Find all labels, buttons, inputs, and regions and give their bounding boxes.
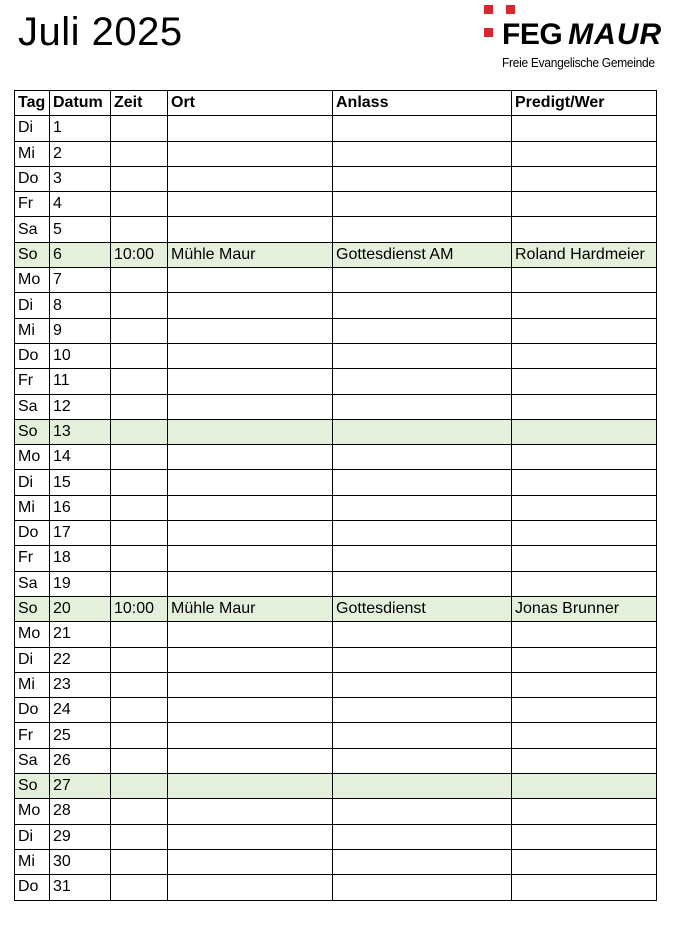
column-header-ort: Ort [168, 91, 333, 116]
cell-ort [168, 445, 333, 470]
table-row [15, 495, 657, 520]
logo-square-icon [506, 5, 515, 14]
cell-ort [168, 698, 333, 723]
cell-predigt-wer [512, 470, 657, 495]
cell-datum: 22 [50, 647, 111, 672]
cell-tag: Di [15, 116, 50, 141]
cell-tag: So [15, 774, 50, 799]
cell-tag: So [15, 242, 50, 267]
table-row [15, 141, 657, 166]
cell-datum: 20 [50, 596, 111, 621]
cell-tag: Mi [15, 141, 50, 166]
cell-tag: Fr [15, 369, 50, 394]
cell-zeit [111, 521, 168, 546]
cell-zeit [111, 343, 168, 368]
cell-tag: Di [15, 293, 50, 318]
logo-brand [502, 19, 662, 51]
cell-zeit [111, 192, 168, 217]
cell-predigt-wer [512, 369, 657, 394]
cell-predigt-wer [512, 293, 657, 318]
column-header-tag: Tag [15, 91, 50, 116]
header-row [15, 91, 657, 116]
cell-zeit [111, 293, 168, 318]
cell-datum: 11 [50, 369, 111, 394]
table-row [15, 799, 657, 824]
cell-zeit: 10:00 [111, 242, 168, 267]
cell-anlass [333, 166, 512, 191]
cell-predigt-wer [512, 419, 657, 444]
cell-zeit: 10:00 [111, 596, 168, 621]
cell-ort [168, 723, 333, 748]
cell-tag: Di [15, 824, 50, 849]
table-row [15, 723, 657, 748]
cell-predigt-wer [512, 343, 657, 368]
cell-datum: 4 [50, 192, 111, 217]
cell-anlass [333, 875, 512, 900]
cell-anlass [333, 394, 512, 419]
cell-zeit [111, 748, 168, 773]
cell-predigt-wer [512, 495, 657, 520]
cell-ort [168, 343, 333, 368]
cell-datum: 21 [50, 622, 111, 647]
cell-zeit [111, 698, 168, 723]
cell-zeit [111, 394, 168, 419]
cell-anlass [333, 748, 512, 773]
cell-ort [168, 369, 333, 394]
column-header-anlass: Anlass [333, 91, 512, 116]
cell-tag: Mi [15, 849, 50, 874]
cell-datum: 26 [50, 748, 111, 773]
table-row [15, 293, 657, 318]
cell-zeit [111, 875, 168, 900]
calendar-table [14, 90, 657, 901]
cell-datum: 17 [50, 521, 111, 546]
cell-datum: 29 [50, 824, 111, 849]
cell-ort [168, 495, 333, 520]
column-header-predigt-wer: Predigt/Wer [512, 91, 657, 116]
cell-predigt-wer [512, 774, 657, 799]
logo-square-icon [484, 28, 493, 37]
cell-zeit [111, 470, 168, 495]
cell-predigt-wer: Jonas Brunner [512, 596, 657, 621]
cell-zeit [111, 571, 168, 596]
cell-ort: Mühle Maur [168, 242, 333, 267]
cell-tag: Sa [15, 748, 50, 773]
cell-datum: 1 [50, 116, 111, 141]
cell-ort [168, 217, 333, 242]
table-row [15, 698, 657, 723]
cell-ort [168, 394, 333, 419]
cell-zeit [111, 268, 168, 293]
cell-anlass [333, 192, 512, 217]
cell-predigt-wer [512, 672, 657, 697]
table-row [15, 622, 657, 647]
cell-ort [168, 824, 333, 849]
cell-anlass [333, 268, 512, 293]
cell-zeit [111, 672, 168, 697]
cell-tag: Fr [15, 723, 50, 748]
cell-predigt-wer [512, 748, 657, 773]
cell-anlass [333, 824, 512, 849]
table-row [15, 875, 657, 900]
cell-datum: 30 [50, 849, 111, 874]
cell-anlass [333, 698, 512, 723]
cell-zeit [111, 546, 168, 571]
table-row [15, 369, 657, 394]
table-row [15, 419, 657, 444]
cell-tag: Sa [15, 394, 50, 419]
cell-anlass [333, 217, 512, 242]
cell-anlass [333, 774, 512, 799]
cell-anlass [333, 647, 512, 672]
cell-ort [168, 546, 333, 571]
cell-anlass [333, 343, 512, 368]
cell-tag: Sa [15, 217, 50, 242]
cell-ort [168, 116, 333, 141]
cell-ort [168, 521, 333, 546]
cell-datum: 10 [50, 343, 111, 368]
cell-ort [168, 774, 333, 799]
logo-square-icon [484, 5, 493, 14]
feg-maur-logo [482, 3, 672, 73]
cell-anlass [333, 849, 512, 874]
cell-tag: Sa [15, 571, 50, 596]
cell-anlass [333, 445, 512, 470]
cell-zeit [111, 141, 168, 166]
cell-tag: Do [15, 166, 50, 191]
cell-ort [168, 419, 333, 444]
cell-ort [168, 166, 333, 191]
logo-subtitle: Freie Evangelische Gemeinde [502, 55, 655, 70]
cell-tag: Fr [15, 192, 50, 217]
cell-zeit [111, 217, 168, 242]
cell-predigt-wer [512, 622, 657, 647]
table-row [15, 849, 657, 874]
table-row [15, 521, 657, 546]
cell-anlass: Gottesdienst AM [333, 242, 512, 267]
cell-datum: 19 [50, 571, 111, 596]
cell-predigt-wer [512, 116, 657, 141]
cell-predigt-wer [512, 647, 657, 672]
cell-anlass [333, 141, 512, 166]
cell-datum: 8 [50, 293, 111, 318]
cell-anlass [333, 723, 512, 748]
table-row [15, 546, 657, 571]
cell-zeit [111, 622, 168, 647]
table-row [15, 596, 657, 621]
table-row [15, 748, 657, 773]
column-header-zeit: Zeit [111, 91, 168, 116]
cell-predigt-wer [512, 268, 657, 293]
table-row [15, 217, 657, 242]
cell-ort [168, 192, 333, 217]
cell-predigt-wer [512, 698, 657, 723]
cell-datum: 7 [50, 268, 111, 293]
cell-predigt-wer [512, 318, 657, 343]
cell-zeit [111, 495, 168, 520]
table-row [15, 571, 657, 596]
calendar-body [15, 116, 657, 900]
cell-datum: 24 [50, 698, 111, 723]
cell-tag: Di [15, 470, 50, 495]
cell-tag: Di [15, 647, 50, 672]
cell-anlass [333, 369, 512, 394]
cell-tag: Mo [15, 268, 50, 293]
cell-datum: 12 [50, 394, 111, 419]
cell-ort [168, 849, 333, 874]
cell-predigt-wer [512, 799, 657, 824]
cell-tag: Do [15, 521, 50, 546]
cell-zeit [111, 445, 168, 470]
cell-tag: Do [15, 698, 50, 723]
cell-ort [168, 470, 333, 495]
logo-feg: FEG [502, 18, 563, 51]
cell-zeit [111, 116, 168, 141]
cell-anlass [333, 470, 512, 495]
page-title: Juli 2025 [18, 10, 183, 54]
cell-predigt-wer [512, 723, 657, 748]
cell-ort [168, 672, 333, 697]
table-row [15, 394, 657, 419]
cell-tag: Mo [15, 622, 50, 647]
cell-datum: 6 [50, 242, 111, 267]
cell-anlass [333, 419, 512, 444]
table-row [15, 166, 657, 191]
table-row [15, 242, 657, 267]
cell-predigt-wer [512, 217, 657, 242]
logo-maur: MAUR [568, 18, 663, 51]
cell-datum: 3 [50, 166, 111, 191]
cell-tag: Mi [15, 318, 50, 343]
cell-predigt-wer [512, 141, 657, 166]
cell-ort [168, 318, 333, 343]
table-row [15, 445, 657, 470]
table-row [15, 318, 657, 343]
cell-ort [168, 141, 333, 166]
cell-predigt-wer [512, 571, 657, 596]
cell-ort [168, 571, 333, 596]
cell-zeit [111, 647, 168, 672]
cell-anlass [333, 571, 512, 596]
cell-datum: 9 [50, 318, 111, 343]
cell-datum: 23 [50, 672, 111, 697]
cell-tag: Do [15, 343, 50, 368]
cell-tag: So [15, 596, 50, 621]
table-row [15, 343, 657, 368]
table-row [15, 824, 657, 849]
cell-anlass [333, 799, 512, 824]
table-row [15, 268, 657, 293]
cell-zeit [111, 166, 168, 191]
cell-tag: Mo [15, 799, 50, 824]
cell-datum: 27 [50, 774, 111, 799]
cell-datum: 14 [50, 445, 111, 470]
column-header-datum: Datum [50, 91, 111, 116]
cell-zeit [111, 369, 168, 394]
cell-zeit [111, 799, 168, 824]
cell-anlass [333, 495, 512, 520]
cell-anlass [333, 622, 512, 647]
cell-ort [168, 268, 333, 293]
cell-anlass [333, 318, 512, 343]
table-row [15, 192, 657, 217]
cell-predigt-wer [512, 166, 657, 191]
cell-ort: Mühle Maur [168, 596, 333, 621]
cell-anlass: Gottesdienst [333, 596, 512, 621]
cell-tag: So [15, 419, 50, 444]
cell-zeit [111, 318, 168, 343]
cell-predigt-wer [512, 546, 657, 571]
cell-zeit [111, 824, 168, 849]
cell-tag: Do [15, 875, 50, 900]
cell-predigt-wer [512, 875, 657, 900]
table-row [15, 774, 657, 799]
table-row [15, 672, 657, 697]
cell-tag: Mi [15, 495, 50, 520]
cell-ort [168, 748, 333, 773]
table-row [15, 116, 657, 141]
cell-tag: Mo [15, 445, 50, 470]
cell-predigt-wer [512, 445, 657, 470]
cell-datum: 18 [50, 546, 111, 571]
cell-anlass [333, 293, 512, 318]
table-row [15, 647, 657, 672]
cell-predigt-wer [512, 394, 657, 419]
cell-zeit [111, 774, 168, 799]
cell-datum: 2 [50, 141, 111, 166]
cell-datum: 25 [50, 723, 111, 748]
table-row [15, 470, 657, 495]
cell-datum: 31 [50, 875, 111, 900]
cell-predigt-wer [512, 824, 657, 849]
cell-ort [168, 875, 333, 900]
cell-ort [168, 799, 333, 824]
cell-datum: 15 [50, 470, 111, 495]
cell-zeit [111, 419, 168, 444]
cell-anlass [333, 521, 512, 546]
cell-ort [168, 647, 333, 672]
cell-anlass [333, 116, 512, 141]
cell-predigt-wer: Roland Hardmeier [512, 242, 657, 267]
cell-zeit [111, 849, 168, 874]
cell-anlass [333, 672, 512, 697]
cell-datum: 28 [50, 799, 111, 824]
cell-tag: Fr [15, 546, 50, 571]
cell-zeit [111, 723, 168, 748]
cell-datum: 13 [50, 419, 111, 444]
cell-ort [168, 622, 333, 647]
cell-predigt-wer [512, 521, 657, 546]
cell-datum: 5 [50, 217, 111, 242]
cell-predigt-wer [512, 849, 657, 874]
cell-tag: Mi [15, 672, 50, 697]
cell-ort [168, 293, 333, 318]
cell-datum: 16 [50, 495, 111, 520]
cell-anlass [333, 546, 512, 571]
cell-predigt-wer [512, 192, 657, 217]
